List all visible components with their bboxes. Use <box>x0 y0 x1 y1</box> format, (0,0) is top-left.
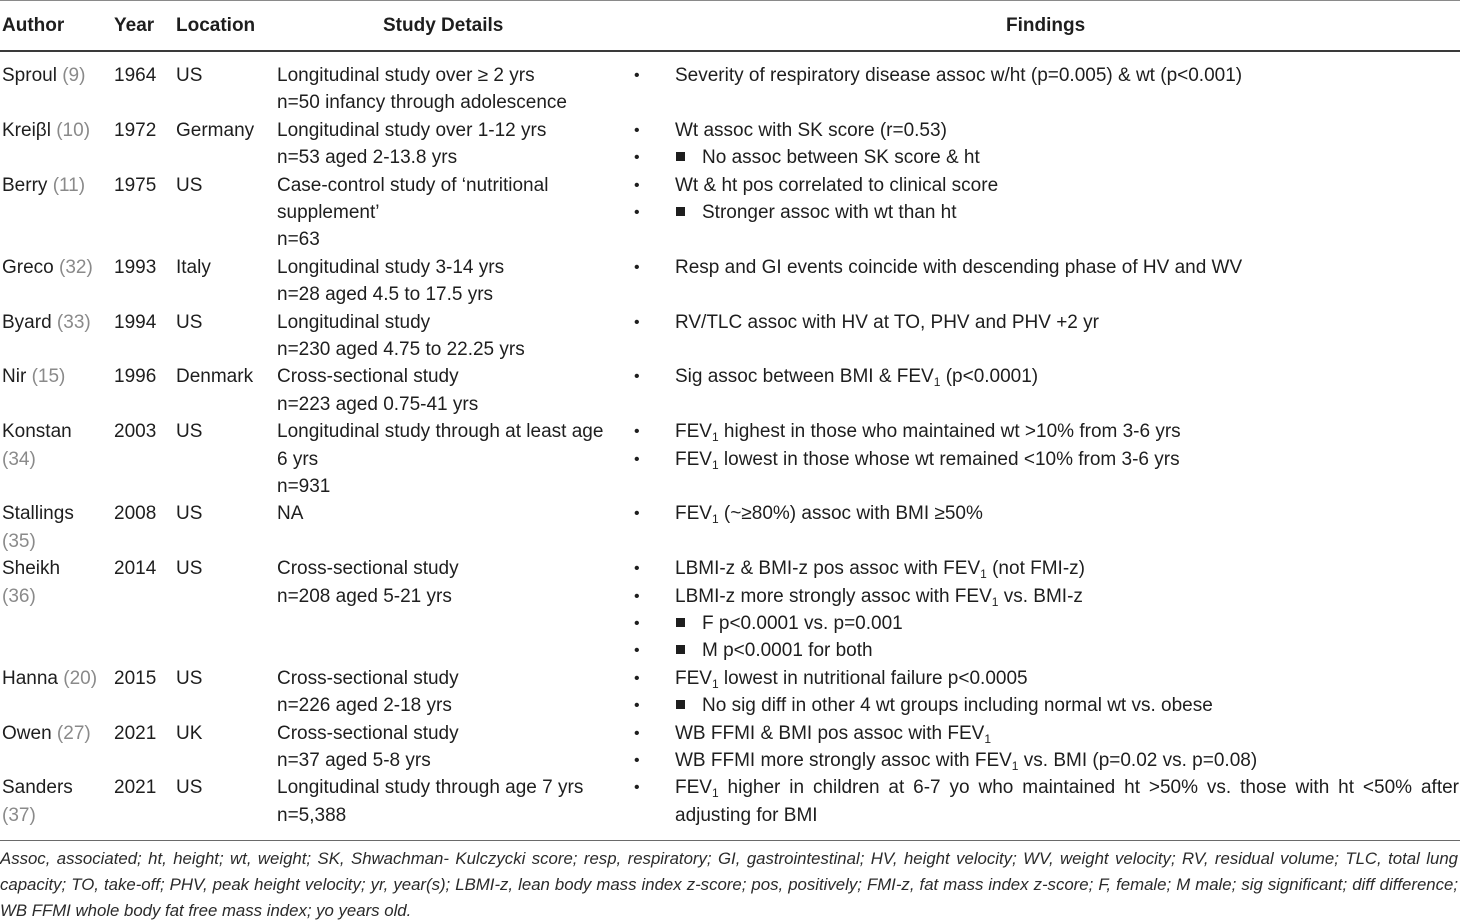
location-cell: US <box>176 174 203 196</box>
finding-text <box>675 665 1028 692</box>
author-cell <box>2 309 91 336</box>
finding-text-main: No assoc between SK score & ht <box>702 147 980 169</box>
bullet-icon: • <box>634 176 640 194</box>
year-cell: 1964 <box>114 65 157 86</box>
author-name: Byard <box>2 311 52 333</box>
bullet-icon: • <box>634 368 640 386</box>
reference-number: (10) <box>56 119 91 141</box>
study-details-cell <box>277 665 459 720</box>
finding-item <box>630 720 1460 747</box>
finding-text-main: Sig assoc between BMI & FEV <box>675 366 934 388</box>
year-cell: 1993 <box>114 256 157 278</box>
author-cell <box>2 363 65 390</box>
finding-text <box>675 254 1242 281</box>
reference-number: (11) <box>52 174 86 196</box>
study-detail-line: n=37 aged 5-8 yrs <box>277 749 431 771</box>
study-detail-line: n=28 aged 4.5 to 17.5 yrs <box>277 284 494 306</box>
finding-text <box>675 720 991 747</box>
finding-text-tail: higher in children at 6-7 yo who maintained ht >50% vs. those with ht <50% after <box>718 777 1459 799</box>
finding-item <box>630 199 1460 226</box>
author-name: Sheikh <box>2 558 61 580</box>
findings-cell <box>630 665 1460 720</box>
bullet-icon: • <box>634 751 640 769</box>
study-detail-line: Cross-sectional study <box>277 366 459 388</box>
bullet-icon: • <box>634 697 640 715</box>
year-cell: 1996 <box>114 366 157 388</box>
year-cell: 1994 <box>114 311 157 333</box>
finding-text <box>675 692 1213 719</box>
study-detail-line: Cross-sectional study <box>277 558 459 580</box>
finding-item <box>630 774 1460 801</box>
finding-text-tail: (not FMI-z) <box>986 558 1085 580</box>
location-cell: US <box>176 777 203 799</box>
finding-item <box>630 363 1460 390</box>
subscript: 1 <box>1011 758 1019 773</box>
findings-cell <box>630 720 1460 775</box>
reference-number: (33) <box>56 311 91 333</box>
finding-text-main: Wt assoc with SK score (r=0.53) <box>675 119 947 141</box>
author-name: Hanna <box>2 667 58 689</box>
bottom-rule <box>0 840 1460 841</box>
finding-item <box>630 446 1460 473</box>
study-details-cell <box>277 172 548 254</box>
author-name: Owen <box>2 722 52 744</box>
study-detail-line: n=53 aged 2-13.8 yrs <box>277 147 458 169</box>
subscript: 1 <box>711 457 719 472</box>
finding-text <box>675 363 1038 390</box>
finding-text-main: FEV <box>675 503 712 525</box>
reference-number: (37) <box>2 804 36 826</box>
finding-item <box>630 665 1460 692</box>
study-details-cell <box>277 500 303 527</box>
finding-text <box>675 418 1181 445</box>
year-cell: 2003 <box>114 421 157 443</box>
study-detail-line: 6 yrs <box>277 448 319 470</box>
author-name: Sanders <box>2 777 73 799</box>
finding-item <box>630 802 1460 829</box>
findings-cell <box>630 774 1460 829</box>
finding-text-main: RV/TLC assoc with HV at TO, PHV and PHV +2 yr <box>675 311 1099 333</box>
author-name: Stallings <box>2 503 74 525</box>
bullet-icon: • <box>634 724 640 742</box>
square-bullet-icon <box>676 645 685 654</box>
finding-item <box>630 117 1460 144</box>
study-detail-line: n=63 <box>277 229 320 251</box>
year-cell: 1975 <box>114 174 157 196</box>
study-details-cell <box>277 555 459 610</box>
finding-text-tail: highest in those who maintained wt >10% from 3-6 yrs <box>718 421 1181 443</box>
study-detail-line: NA <box>277 503 304 525</box>
reference-number: (9) <box>62 65 86 86</box>
footnote: Assoc, associated; ht, height; wt, weight; SK, Shwachman- Kulczycki score; resp, respiratory; GI, gastrointestinal; HV, height velocity; WV, weight velocity; RV, residual volume; TLC, total lung capacity; TO, take-off; PHV, peak height velocity; yr, year(s); LBMI-z, lean body mass index z-score; pos, positively; FMI-z, fat mass index z-score; F, female; M male; sig significant; diff difference; WB FFMI whole body fat free mass index; yo years old. <box>0 849 1458 920</box>
location-cell: US <box>176 311 203 333</box>
findings-cell <box>630 555 1460 665</box>
finding-text <box>675 199 957 226</box>
finding-text <box>675 747 1257 774</box>
finding-item <box>630 254 1460 281</box>
finding-text-main: No sig diff in other 4 wt groups including normal wt vs. obese <box>702 695 1213 717</box>
finding-text <box>675 117 947 144</box>
header-findings: Findings <box>1006 15 1086 36</box>
study-details-cell <box>277 363 478 418</box>
finding-text-main: WB FFMI more strongly assoc with FEV <box>675 749 1012 771</box>
year-cell: 2015 <box>114 667 157 689</box>
location-cell: Italy <box>176 256 211 278</box>
bullet-icon: • <box>634 149 640 167</box>
study-details-cell <box>277 774 583 829</box>
bullet-icon: • <box>634 587 640 605</box>
bullet-icon: • <box>634 121 640 139</box>
study-detail-line: n=208 aged 5-21 yrs <box>277 585 452 607</box>
author-cell <box>2 172 85 199</box>
finding-text <box>675 500 983 527</box>
reference-number: (35) <box>2 530 36 552</box>
location-cell: US <box>176 65 203 86</box>
study-detail-line: n=5,388 <box>277 804 347 826</box>
study-details-cell <box>277 418 603 500</box>
top-rule <box>0 0 1460 1</box>
findings-cell <box>630 254 1460 281</box>
author-name: Greco <box>2 256 54 278</box>
bullet-icon: • <box>634 67 640 84</box>
finding-text-tail: lowest in those whose wt remained <10% from 3-6 yrs <box>718 448 1180 470</box>
finding-text-main: WB FFMI & BMI pos assoc with FEV <box>675 722 985 744</box>
finding-item <box>630 309 1460 336</box>
study-detail-line: n=931 <box>277 475 331 497</box>
finding-text-main: F p<0.0001 vs. p=0.001 <box>702 612 903 634</box>
finding-text-tail: vs. BMI (p=0.02 vs. p=0.08) <box>1018 749 1258 771</box>
finding-text-main: LBMI-z & BMI-z pos assoc with FEV <box>675 558 981 580</box>
finding-text <box>675 583 1083 610</box>
findings-cell <box>630 62 1460 89</box>
year-cell: 1972 <box>114 119 157 141</box>
finding-text-main: FEV <box>675 777 712 799</box>
finding-text <box>675 555 1085 582</box>
finding-text-tail: lowest in nutritional failure p<0.0005 <box>718 667 1028 689</box>
finding-text-tail: vs. BMI-z <box>998 585 1083 607</box>
bullet-icon: • <box>634 203 640 221</box>
finding-item <box>630 418 1460 445</box>
square-bullet-icon <box>676 700 685 709</box>
study-detail-line: n=226 aged 2-18 yrs <box>277 695 452 717</box>
reference-number: (27) <box>56 722 91 744</box>
reference-number: (36) <box>2 585 36 607</box>
subscript: 1 <box>711 676 719 691</box>
author-cell <box>2 62 85 89</box>
findings-cell <box>630 172 1460 227</box>
location-cell: Germany <box>176 119 255 141</box>
finding-text <box>675 62 1242 89</box>
author-name: Konstan <box>2 421 72 443</box>
finding-text-main: Wt & ht pos correlated to clinical score <box>675 174 999 196</box>
finding-text <box>675 309 1099 336</box>
finding-item <box>630 747 1460 774</box>
finding-text <box>675 446 1180 473</box>
year-cell: 2021 <box>114 777 157 799</box>
header-location: Location <box>176 15 256 36</box>
bullet-icon: • <box>634 614 640 632</box>
author-cell <box>2 254 93 281</box>
author-cell <box>2 418 72 473</box>
header-year: Year <box>114 15 155 36</box>
subscript: 1 <box>991 594 999 609</box>
author-name: Sproul <box>2 65 57 86</box>
finding-item <box>630 500 1460 527</box>
study-detail-line: Longitudinal study through age 7 yrs <box>277 777 584 799</box>
study-detail-line: Longitudinal study 3-14 yrs <box>277 256 505 278</box>
finding-item <box>630 555 1460 582</box>
year-cell: 2008 <box>114 503 157 525</box>
bullet-icon: • <box>634 560 640 578</box>
author-name: Kreiβl <box>2 119 51 141</box>
header-author: Author <box>2 15 65 36</box>
finding-text-tail: (p<0.0001) <box>940 366 1039 388</box>
finding-text-main: LBMI-z more strongly assoc with FEV <box>675 585 992 607</box>
study-detail-line: n=230 aged 4.75 to 22.25 yrs <box>277 338 525 360</box>
finding-text <box>675 172 998 199</box>
author-cell <box>2 500 74 555</box>
findings-cell <box>630 117 1460 172</box>
study-details-cell <box>277 62 567 117</box>
finding-text-main: FEV <box>675 448 712 470</box>
finding-text-main: M p<0.0001 for both <box>702 640 873 662</box>
finding-text-main: Severity of respiratory disease assoc w/ht (p=0.005) & wt (p<0.001) <box>675 65 1243 86</box>
subscript: 1 <box>711 512 719 527</box>
study-detail-line: Cross-sectional study <box>277 722 459 744</box>
finding-text <box>675 637 873 664</box>
subscript: 1 <box>980 567 987 582</box>
reference-number: (15) <box>31 366 66 388</box>
location-cell: UK <box>176 722 203 744</box>
author-cell <box>2 665 97 692</box>
study-detail-line: supplement’ <box>277 201 380 223</box>
study-detail-line: Longitudinal study over 1-12 yrs <box>277 119 547 141</box>
reference-number: (20) <box>63 667 98 689</box>
study-detail-line: Longitudinal study <box>277 311 431 333</box>
subscript: 1 <box>711 430 719 445</box>
finding-text-main: adjusting for BMI <box>675 804 818 826</box>
author-name: Berry <box>2 174 48 196</box>
author-name: Nir <box>2 366 27 388</box>
finding-item <box>630 610 1460 637</box>
subscript: 1 <box>984 731 992 746</box>
study-detail-line: Longitudinal study through at least age <box>277 421 604 443</box>
header-study-details: Study Details <box>383 15 504 36</box>
finding-text-main: FEV <box>675 667 712 689</box>
findings-cell <box>630 500 1460 527</box>
bullet-icon: • <box>634 258 640 276</box>
location-cell: US <box>176 667 203 689</box>
bullet-icon: • <box>634 423 640 441</box>
subscript: 1 <box>933 375 941 390</box>
study-detail-line: n=223 aged 0.75-41 yrs <box>277 393 479 415</box>
square-bullet-icon <box>676 207 685 216</box>
square-bullet-icon <box>676 618 685 627</box>
location-cell: US <box>176 421 203 443</box>
bullet-icon: • <box>634 450 640 468</box>
finding-text <box>675 610 903 637</box>
year-cell: 2014 <box>114 558 157 580</box>
study-detail-line: Longitudinal study over ≥ 2 yrs <box>277 65 535 86</box>
bullet-icon: • <box>634 642 640 660</box>
finding-text <box>675 144 980 171</box>
reference-number: (34) <box>2 448 36 470</box>
finding-item <box>630 62 1460 89</box>
finding-text-main: Resp and GI events coincide with descending phase of HV and WV <box>675 256 1243 278</box>
finding-item <box>630 692 1460 719</box>
author-cell <box>2 555 60 610</box>
study-detail-line: Cross-sectional study <box>277 667 459 689</box>
finding-text-main: Stronger assoc with wt than ht <box>702 201 957 223</box>
subscript: 1 <box>711 786 719 801</box>
finding-text-tail: (~≥80%) assoc with BMI ≥50% <box>718 503 983 525</box>
finding-text <box>675 774 1459 801</box>
study-detail-line: Case-control study of ‘nutritional <box>277 174 549 196</box>
finding-item <box>630 144 1460 171</box>
finding-item <box>630 583 1460 610</box>
findings-cell <box>630 363 1460 390</box>
year-cell: 2021 <box>114 722 157 744</box>
finding-item <box>630 637 1460 664</box>
study-details-cell <box>277 720 459 775</box>
study-detail-line: n=50 infancy through adolescence <box>277 92 567 114</box>
study-details-cell <box>277 309 525 364</box>
author-cell <box>2 720 91 747</box>
author-cell <box>2 774 73 829</box>
bullet-icon: • <box>634 313 640 331</box>
study-details-cell <box>277 254 504 309</box>
findings-cell <box>630 309 1460 336</box>
header-rule <box>0 50 1460 52</box>
location-cell: Denmark <box>176 366 254 388</box>
bullet-icon: • <box>634 779 640 797</box>
square-bullet-icon <box>676 152 685 161</box>
author-cell <box>2 117 90 144</box>
findings-cell <box>630 418 1460 473</box>
location-cell: US <box>176 503 203 525</box>
bullet-icon: • <box>634 669 640 687</box>
finding-item <box>630 172 1460 199</box>
reference-number: (32) <box>59 256 93 278</box>
bullet-icon: • <box>634 505 640 523</box>
finding-text-main: FEV <box>675 421 712 443</box>
location-cell: US <box>176 558 203 580</box>
finding-text <box>675 802 818 829</box>
study-details-cell <box>277 117 546 172</box>
